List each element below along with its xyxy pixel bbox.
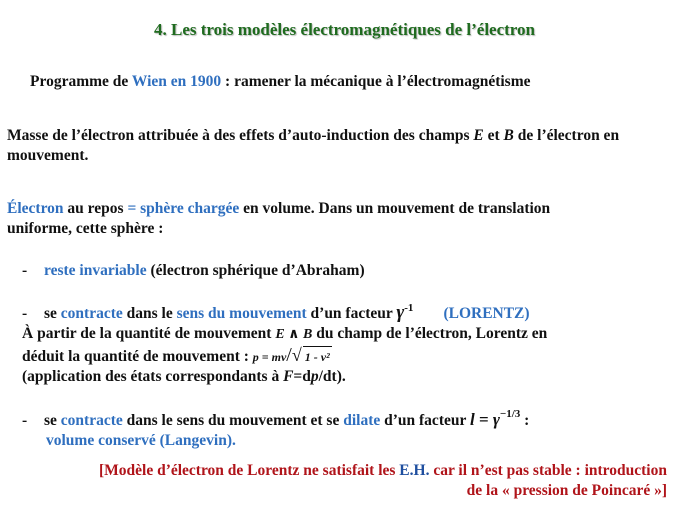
item-1-text: (électron sphérique d’Abraham): [146, 262, 365, 279]
item-1-dash: -: [22, 262, 28, 279]
electron-text-rest: en volume. Dans un mouvement de translation: [239, 200, 551, 217]
item-2-line-4: [22, 367, 547, 387]
item-3-text-a: se: [44, 412, 61, 429]
item-3-contracte: contracte: [60, 412, 123, 429]
electron-word: Électron: [7, 200, 64, 217]
item-3-text-e: d’un facteur: [380, 412, 470, 429]
item-2-line-1: [22, 303, 547, 324]
symbol-E: E: [473, 127, 484, 144]
item-2-line-2: [22, 324, 547, 345]
masse-text-b: de l’électron en: [513, 127, 620, 144]
programme-suffix: : ramener la mécanique à l’électromagnétisme: [221, 73, 531, 90]
note-text-a: [Modèle d’électron de Lorentz ne satisfait les: [98, 462, 400, 479]
item-2-text-e: d’un facteur: [306, 305, 397, 322]
item-2-contracte: contracte: [60, 305, 123, 322]
programme-line: [30, 72, 531, 92]
item-2: [22, 303, 547, 387]
item-3-dilate: dilate: [343, 412, 381, 429]
momentum-formula: p = mv: [252, 350, 287, 364]
item-2-dash: -: [22, 305, 28, 322]
item-2-line-4-b: =d: [293, 368, 311, 385]
item-2-text-c: dans le: [122, 305, 177, 322]
item-1-highlight: reste invariable: [44, 262, 147, 279]
programme-highlight: Wien en 1900: [131, 73, 222, 90]
note-line-2: de la « pression de Poincaré »]: [466, 482, 667, 499]
item-2-line-2-b: du champ de l’électron, Lorentz en: [312, 325, 548, 342]
sqrt-radicand: 1 - v²: [303, 346, 332, 367]
item-1: [22, 261, 365, 281]
item-3-colon: :: [520, 412, 530, 429]
item-3-text-c: dans le sens du mouvement et se: [122, 412, 344, 429]
item-3-dash: -: [22, 412, 28, 429]
symbol-F: F: [283, 368, 294, 385]
masse-text-et: et: [483, 127, 504, 144]
gamma-exponent: -1: [404, 302, 414, 314]
item-2-line-3: [22, 345, 547, 367]
item-2-sens: sens du mouvement: [176, 305, 307, 322]
note-line-1: [99, 461, 667, 481]
programme-prefix: Programme de: [30, 73, 132, 90]
poincare-note: [99, 461, 667, 501]
cross-product: E ∧ B: [275, 327, 313, 342]
item-2-line-2-a: À partir de la quantité de mouvement: [22, 325, 276, 342]
masse-line-2: mouvement.: [7, 147, 89, 164]
item-2-line-3-a: déduit la quantité de mouvement :: [22, 348, 253, 365]
item-2-text-a: se: [44, 305, 61, 322]
item-3-line-2: volume conservé (Langevin).: [46, 432, 236, 449]
electron-paragraph: [7, 199, 550, 239]
fraction-slash: /: [286, 344, 292, 366]
electron-line-1: [7, 199, 550, 219]
item-3: [22, 404, 529, 451]
item-2-line-4-a: (application des états correspondants à: [22, 368, 284, 385]
slide-title: 4. Les trois modèles électromagnétiques de l’électron: [153, 20, 535, 39]
note-text-b: car il n’est pas stable : introduction: [429, 462, 667, 479]
note-eh: E.H.: [399, 462, 430, 479]
masse-text-a: Masse de l’électron attribuée à des effets d’auto-induction des champs: [7, 127, 474, 144]
masse-paragraph: [7, 126, 619, 166]
masse-line-1: [7, 126, 619, 146]
symbol-B: B: [503, 127, 514, 144]
sqrt-sign: √: [291, 345, 302, 365]
lorentz-label: (LORENTZ): [443, 305, 530, 322]
item-2-line-4-c: /dt).: [318, 368, 346, 385]
electron-line-2: uniforme, cette sphère :: [7, 220, 164, 237]
symbol-p: p: [310, 368, 319, 385]
electron-sphere-phrase: = sphère chargée: [127, 200, 240, 217]
gamma-symbol: γ: [396, 302, 405, 323]
electron-text-repos: au repos: [63, 200, 128, 217]
langevin-exponent: −1/3: [499, 408, 521, 420]
item-3-line-1: [22, 404, 529, 431]
langevin-formula: l = γ: [469, 410, 500, 429]
